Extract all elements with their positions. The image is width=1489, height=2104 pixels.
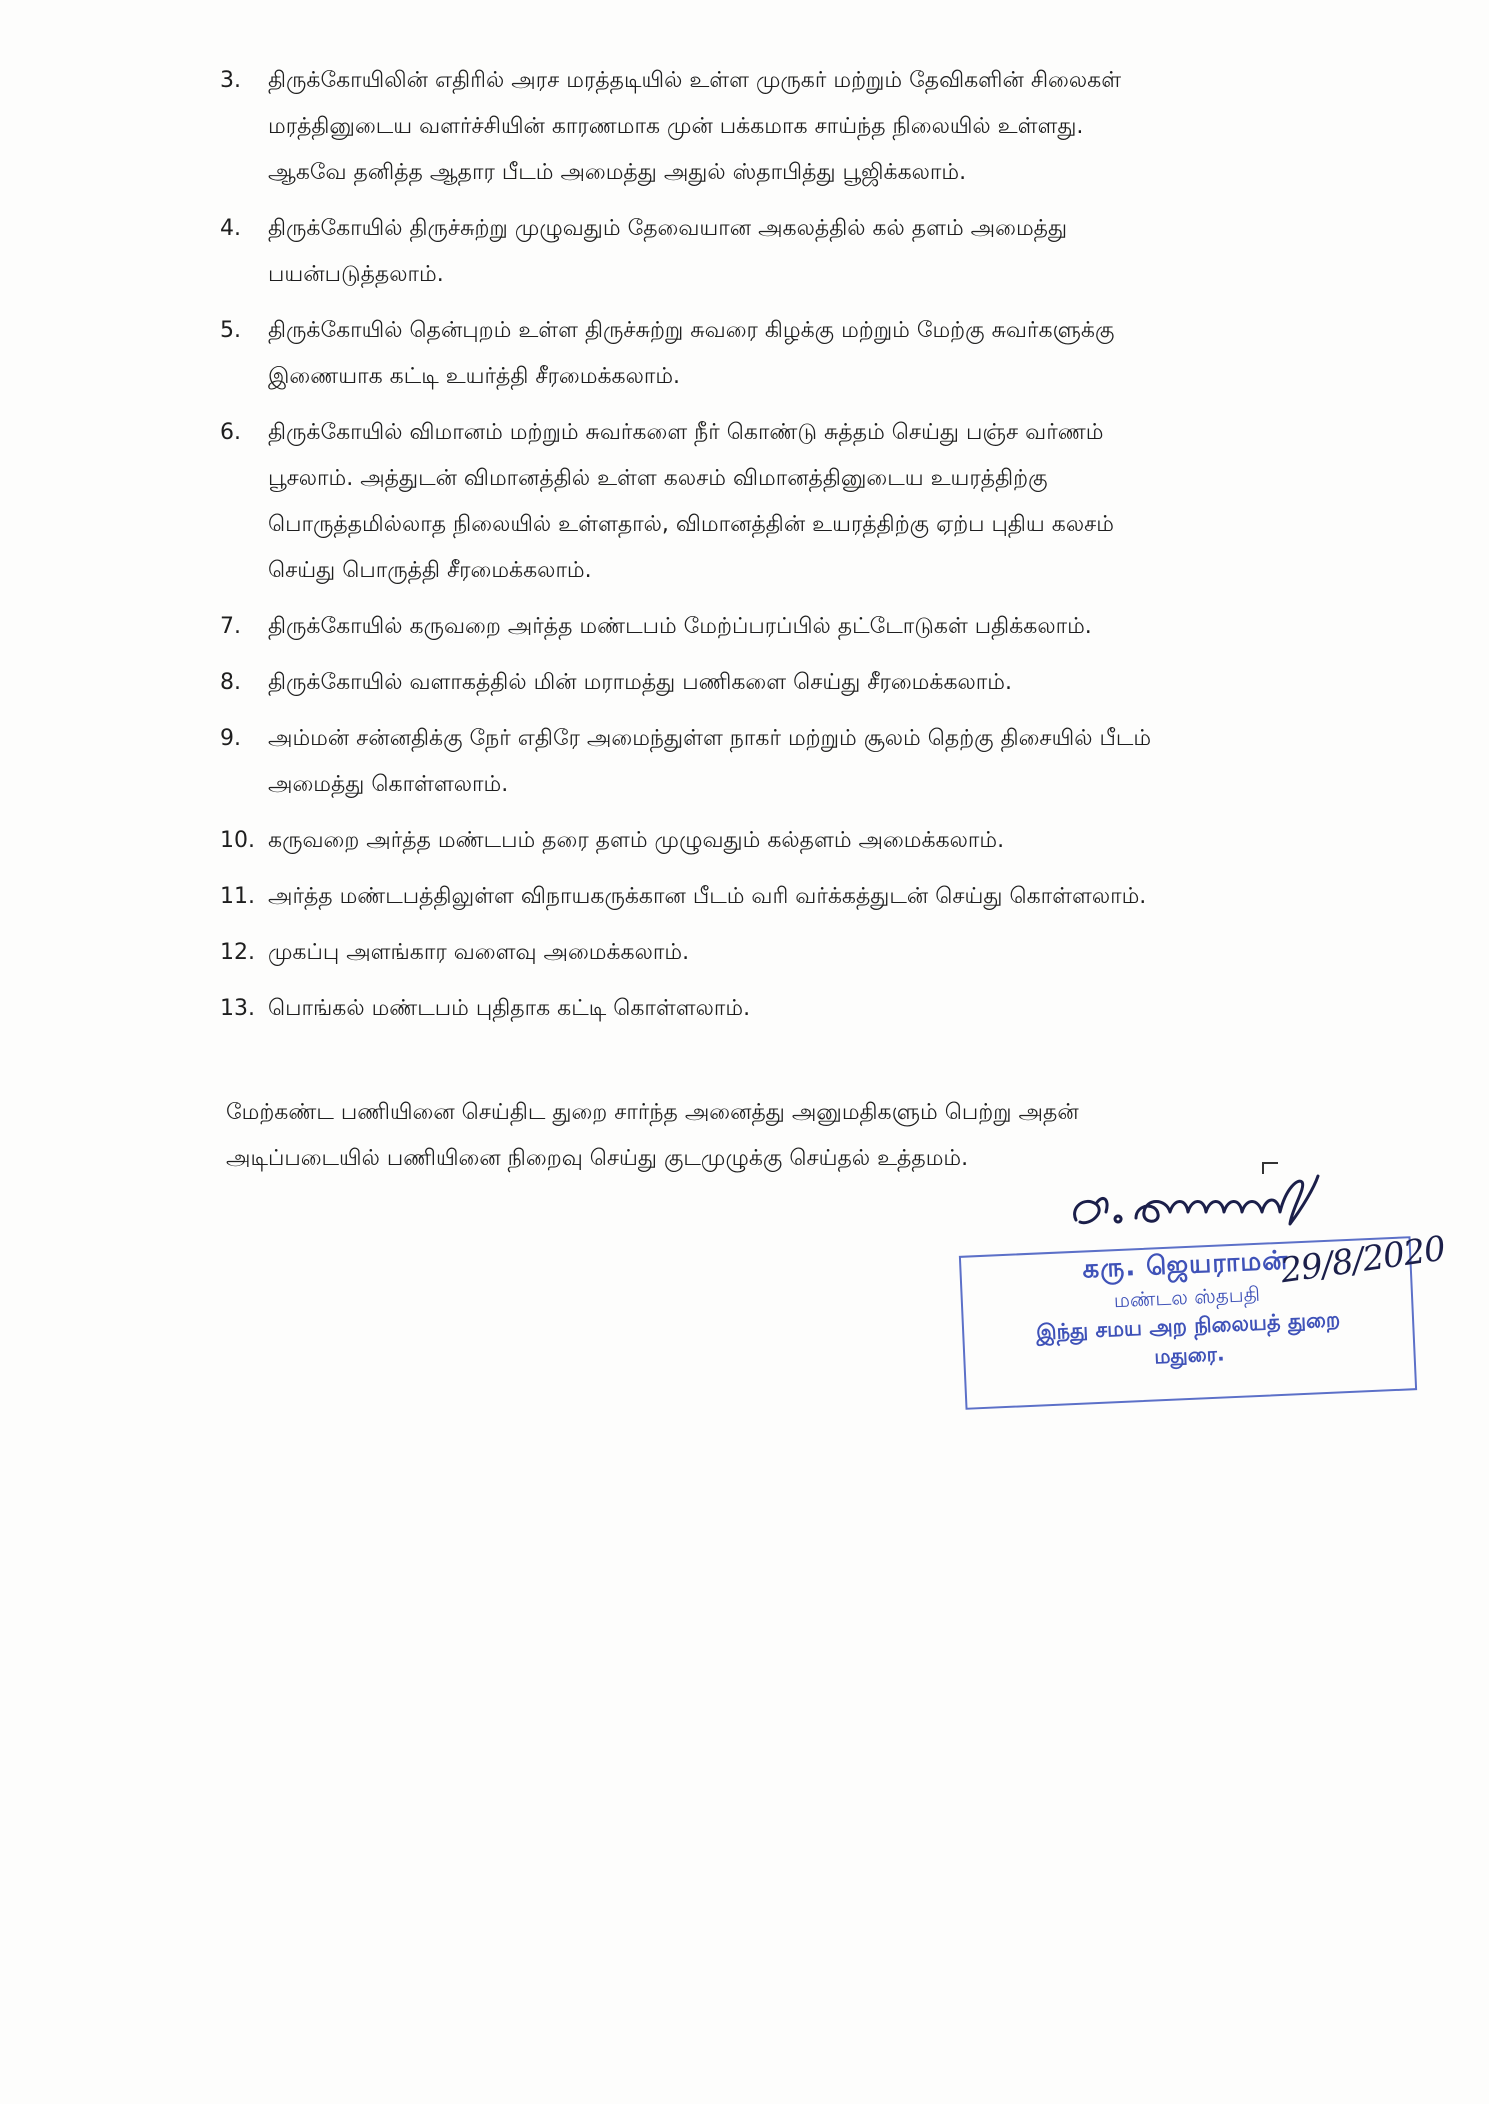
item-line: திருக்கோயில் வளாகத்தில் மின் மராமத்து பணிகளை செய்து சீரமைக்கலாம். [268, 670, 1012, 695]
item-number: 5. [220, 318, 241, 343]
item-line: பூசலாம். அத்துடன் விமானத்தில் உள்ள கலசம் விமானத்தினுடைய உயரத்திற்கு [268, 466, 1048, 491]
list-item [220, 930, 1380, 976]
item-line: அர்த்த மண்டபத்திலுள்ள விநாயகருக்கான பீடம் வரி வர்க்கத்துடன் செய்து கொள்ளலாம். [268, 884, 1147, 909]
item-number: 9. [220, 726, 241, 751]
item-line: மரத்தினுடைய வளர்ச்சியின் காரணமாக முன் பக்கமாக சாய்ந்த நிலையில் உள்ளது. [268, 114, 1084, 139]
item-line: முகப்பு அளங்கார வளைவு அமைக்கலாம். [268, 940, 690, 965]
signature-scribble [1066, 1168, 1336, 1244]
list-item [220, 58, 1380, 196]
item-number: 12. [220, 940, 255, 965]
item-line: ஆகவே தனித்த ஆதார பீடம் அமைத்து அதுல் ஸ்தாபித்து பூஜிக்கலாம். [268, 160, 967, 185]
item-number: 10. [220, 828, 255, 853]
item-number: 13. [220, 996, 255, 1021]
list-item [220, 660, 1380, 706]
signature-block [950, 1160, 1448, 1420]
item-line: திருக்கோயில் கருவறை அர்த்த மண்டபம் மேற்ப்பரப்பில் தட்டோடுகள் பதிக்கலாம். [268, 614, 1092, 639]
list-item [220, 308, 1380, 400]
item-number: 8. [220, 670, 241, 695]
list-item [220, 716, 1380, 808]
item-line: திருக்கோயில் தென்புறம் உள்ள திருச்சுற்று சுவரை கிழக்கு மற்றும் மேற்கு சுவர்களுக்கு [268, 318, 1115, 343]
item-line: திருக்கோயில் திருச்சுற்று முழுவதும் தேவையான அகலத்தில் கல் தளம் அமைத்து [268, 216, 1068, 241]
item-line: பயன்படுத்தலாம். [268, 262, 444, 287]
list-item [220, 410, 1380, 594]
item-line: அமைத்து கொள்ளலாம். [268, 772, 509, 797]
handwritten-date: 29/8/2020 [1278, 1228, 1448, 1292]
item-number: 4. [220, 216, 241, 241]
item-number: 7. [220, 614, 241, 639]
item-number: 11. [220, 884, 255, 909]
stamp-city: மதுரை. [1153, 1341, 1226, 1369]
item-line: அம்மன் சன்னதிக்கு நேர் எதிரே அமைந்துள்ள நாகர் மற்றும் சூலம் தெற்கு திசையில் பீடம் [268, 726, 1152, 751]
item-line: பொங்கல் மண்டபம் புதிதாக கட்டி கொள்ளலாம். [268, 996, 751, 1021]
list-item [220, 604, 1380, 650]
item-line: கருவறை அர்த்த மண்டபம் தரை தளம் முழுவதும் கல்தளம் அமைக்கலாம். [268, 828, 1005, 853]
item-line: செய்து பொருத்தி சீரமைக்கலாம். [268, 558, 592, 583]
stamp-name: கரு. ஜெயராமன் [1081, 1245, 1290, 1285]
list-item [220, 874, 1380, 920]
list-item [220, 206, 1380, 298]
stamp-department: இந்து சமய அற நிலையத் துறை [1035, 1307, 1341, 1345]
list-item [220, 986, 1380, 1032]
item-number: 6. [220, 420, 241, 445]
item-line: திருக்கோயில் விமானம் மற்றும் சுவர்களை நீர் கொண்டு சுத்தம் செய்து பஞ்ச வர்ணம் [268, 420, 1104, 445]
stamp-role: மண்டல ஸ்தபதி [1113, 1281, 1261, 1313]
recommendation-list [220, 58, 1380, 1042]
item-line: திருக்கோயிலின் எதிரில் அரச மரத்தடியில் உள்ள முருகர் மற்றும் தேவிகளின் சிலைகள் [268, 68, 1122, 93]
list-item [220, 818, 1380, 864]
item-line: பொருத்தமில்லாத நிலையில் உள்ளதால், விமானத்தின் உயரத்திற்கு ஏற்ப புதிய கலசம் [268, 512, 1115, 537]
closing-line: மேற்கண்ட பணியினை செய்திட துறை சார்ந்த அனைத்து அனுமதிகளும் பெற்று அதன் [226, 1100, 1079, 1125]
item-number: 3. [220, 68, 241, 93]
item-line: இணையாக கட்டி உயர்த்தி சீரமைக்கலாம். [268, 364, 681, 389]
closing-line: அடிப்படையில் பணியினை நிறைவு செய்து குடமுழுக்கு செய்தல் உத்தமம். [226, 1146, 969, 1171]
